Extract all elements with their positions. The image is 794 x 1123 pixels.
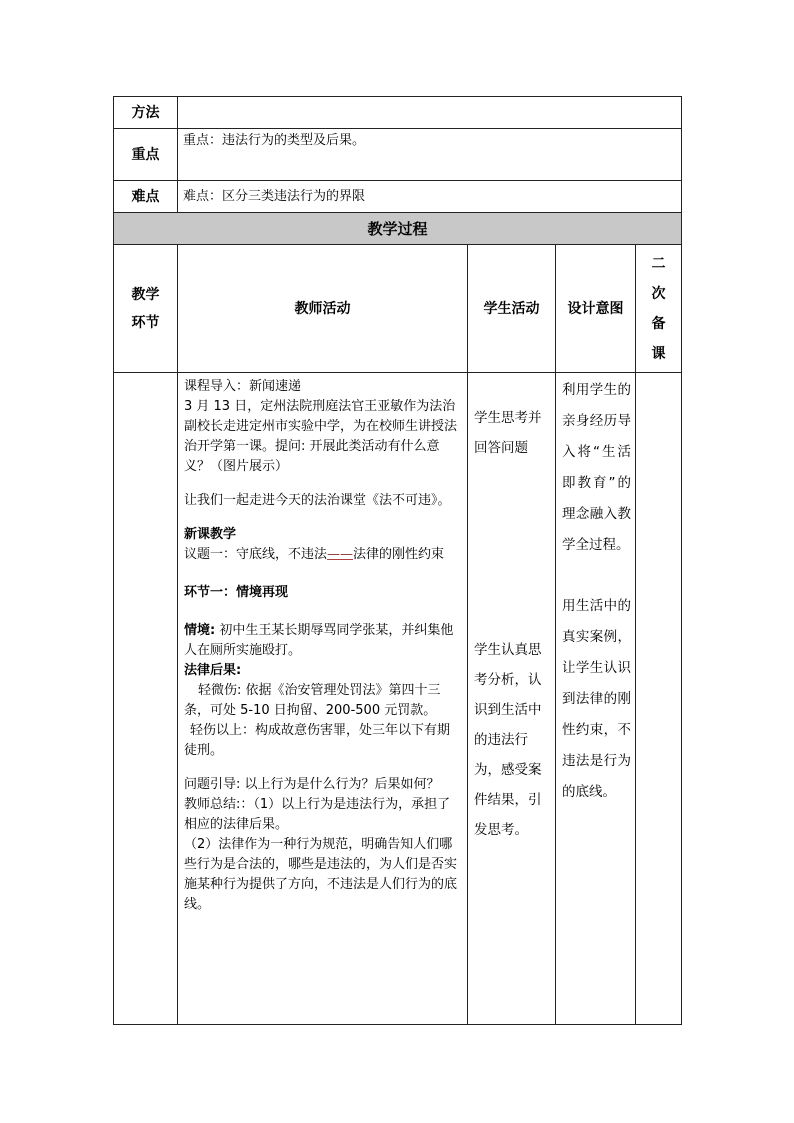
second-prep-char-2: 次 xyxy=(651,285,666,302)
student-header: 学生活动 xyxy=(468,245,556,373)
second-prep-char-3: 备 xyxy=(651,315,666,332)
stage-header-text: 教学环节 xyxy=(131,286,160,331)
topic-one-prefix: 议题一：守底线，不违法 xyxy=(184,547,328,562)
design-intent-1: 利用学生的亲身经历导入将“生活即教育”的理念融入教学全过程。 xyxy=(562,382,631,553)
topic-one-dash: —— xyxy=(327,547,354,562)
intro-title: 课程导入：新闻速递 xyxy=(184,379,302,394)
method-label: 方法 xyxy=(114,97,178,129)
column-header-row xyxy=(114,245,682,373)
lesson-plan-table xyxy=(113,96,682,1025)
teacher-header: 教师活动 xyxy=(178,245,468,373)
difficulty-row xyxy=(114,181,682,213)
design-intent-cell xyxy=(556,373,636,1025)
stage-header xyxy=(114,245,178,373)
difficulty-label: 难点 xyxy=(114,181,178,213)
content-row xyxy=(114,373,682,1025)
teacher-summary-1: 教师总结:：（1）以上行为是违法行为，承担了相应的法律后果。 xyxy=(184,797,451,832)
topic-one xyxy=(184,545,461,565)
topic-one-suffix: 法律的刚性约束 xyxy=(353,547,445,562)
scenario-label: 情境: xyxy=(184,623,216,638)
second-prep-char-4: 课 xyxy=(651,345,666,362)
scenario-text: 初中生王某长期辱骂同学张某，并纠集他人在厕所实施殴打。 xyxy=(184,623,454,658)
scenario xyxy=(184,621,461,661)
design-header: 设计意图 xyxy=(556,245,636,373)
lead-in-text: 让我们一起走进今天的法治课堂《法不可违》。 xyxy=(184,493,451,508)
student-activity-2: 学生认真思考分析，认识到生活中的违法行为，感受案件结果，引发思考。 xyxy=(474,642,542,838)
key-point-value: 重点：违法行为的类型及后果。 xyxy=(178,129,682,181)
new-lesson-heading: 新课教学 xyxy=(184,527,237,542)
lesson-plan-sheet xyxy=(113,96,681,1025)
consequence-minor: 轻微伤: 依据《治安管理处罚法》第四十三条，可处 5-10 日拘留、200-500 元罚款。 xyxy=(184,683,441,718)
guiding-question: 问题引导: 以上行为是什么行为？后果如何？ xyxy=(184,777,440,792)
section-one-heading: 环节一：情境再现 xyxy=(184,585,289,600)
teacher-summary-2: （2）法律作为一种行为规范，明确告知人们哪些行为是合法的，哪些是违法的，为人们是否实施某种行为提供了方向，不违法是人们行为的底线。 xyxy=(184,837,458,912)
process-title: 教学过程 xyxy=(114,213,682,245)
second-prep-char-1: 二 xyxy=(651,255,666,272)
second-prep-header xyxy=(636,245,682,373)
intro-text: 3 月 13 日，定州法院刑庭法官王亚敏作为法治副校长走进定州市实验中学，为在校师生讲授法治开学第一课。提问: 开展此类活动有什么意义？（图片展示） xyxy=(184,399,458,474)
process-band-row xyxy=(114,213,682,245)
key-point-row xyxy=(114,129,682,181)
method-row xyxy=(114,97,682,129)
consequence-serious: 轻伤以上：构成故意伤害罪，处三年以下有期徒刑。 xyxy=(184,723,451,758)
student-activity-1: 学生思考并回答问题 xyxy=(474,410,542,456)
stage-cell xyxy=(114,373,178,1025)
key-point-label: 重点 xyxy=(114,129,178,181)
teacher-activity-cell xyxy=(178,373,468,1025)
second-prep-cell xyxy=(636,373,682,1025)
consequence-label: 法律后果: xyxy=(184,663,242,678)
design-intent-2: 用生活中的真实案例，让学生认识到法律的刚性约束，不违法是行为的底线。 xyxy=(562,598,631,800)
method-value xyxy=(178,97,682,129)
student-activity-cell xyxy=(468,373,556,1025)
difficulty-value: 难点：区分三类违法行为的界限 xyxy=(178,181,682,213)
